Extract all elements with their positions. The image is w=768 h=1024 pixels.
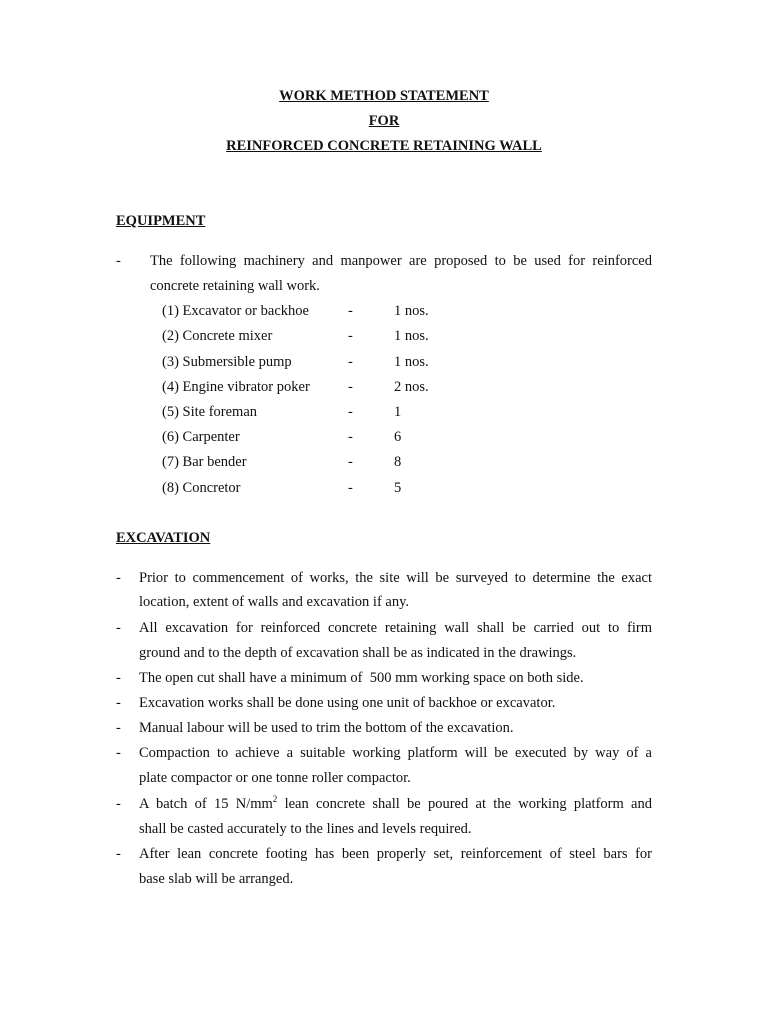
equipment-item-name: (3) Submersible pump	[162, 354, 292, 370]
equipment-item-name: (7) Bar bender	[162, 454, 247, 470]
equipment-item	[162, 328, 482, 348]
excavation-bullet-line: After lean concrete footing has been properly set, reinforcement of steel bars for	[139, 846, 652, 862]
equipment-heading: EQUIPMENT	[116, 213, 206, 229]
document-title-for: FOR	[368, 113, 400, 129]
excavation-bullet-line: Excavation works shall be done using one unit of backhoe or excavator.	[139, 695, 556, 711]
excavation-bullet-line: location, extent of walls and excavation if any.	[139, 594, 410, 610]
excavation-bullet-line: Prior to commencement of works, the site will be surveyed to determine the exact	[139, 570, 652, 586]
excavation-bullet-line: The open cut shall have a minimum of 500 mm working space on both side.	[139, 670, 584, 686]
equipment-item-quantity: 2 nos.	[394, 379, 429, 395]
equipment-item-separator: -	[348, 480, 353, 496]
equipment-item	[162, 480, 482, 500]
equipment-item-name: (2) Concrete mixer	[162, 328, 273, 344]
bullet-dash: -	[116, 620, 121, 636]
equipment-item	[162, 354, 482, 374]
excavation-bullet-line: ground and to the depth of excavation shall be as indicated in the drawings.	[139, 645, 577, 661]
excavation-bullet-line: base slab will be arranged.	[139, 871, 294, 887]
equipment-intro-line: concrete retaining wall work.	[150, 278, 320, 294]
superscript: 2	[272, 794, 278, 804]
equipment-item	[162, 379, 482, 399]
text-segment: A batch of 15 N/mm	[139, 796, 273, 812]
equipment-intro-line: The following machinery and manpower are proposed to be used for reinforced	[150, 253, 652, 269]
excavation-bullet-line: plate compactor or one tonne roller compactor.	[139, 770, 411, 786]
text-segment: lean concrete shall be poured at the working platform and	[277, 796, 652, 812]
excavation-bullet-line: shall be casted accurately to the lines and levels required.	[139, 821, 472, 837]
document-title: WORK METHOD STATEMENT	[279, 88, 489, 104]
bullet-dash: -	[116, 745, 121, 761]
equipment-item	[162, 429, 482, 449]
equipment-item	[162, 454, 482, 474]
excavation-bullet-line: Compaction to achieve a suitable working platform will be executed by way of a	[139, 745, 652, 761]
equipment-item-quantity: 8	[394, 454, 402, 470]
equipment-item-separator: -	[348, 303, 353, 319]
bullet-dash: -	[116, 796, 121, 812]
equipment-item-name: (5) Site foreman	[162, 404, 258, 420]
equipment-item-separator: -	[348, 354, 353, 370]
equipment-item-quantity: 1 nos.	[394, 354, 429, 370]
equipment-item-separator: -	[348, 404, 353, 420]
document-subtitle: REINFORCED CONCRETE RETAINING WALL	[226, 138, 542, 154]
bullet-dash: -	[116, 253, 121, 269]
excavation-heading: EXCAVATION	[116, 530, 211, 546]
equipment-item-separator: -	[348, 454, 353, 470]
bullet-dash: -	[116, 570, 121, 586]
equipment-item	[162, 404, 482, 424]
equipment-item-quantity: 1	[394, 404, 402, 420]
equipment-item-quantity: 1 nos.	[394, 328, 429, 344]
equipment-item-name: (8) Concretor	[162, 480, 241, 496]
equipment-item-quantity: 5	[394, 480, 402, 496]
bullet-dash: -	[116, 720, 121, 736]
equipment-item-separator: -	[348, 328, 353, 344]
bullet-dash: -	[116, 670, 121, 686]
excavation-bullet-line: All excavation for reinforced concrete retaining wall shall be carried out to firm	[139, 620, 652, 636]
equipment-item-quantity: 1 nos.	[394, 303, 429, 319]
equipment-item	[162, 303, 482, 323]
bullet-dash: -	[116, 695, 121, 711]
bullet-dash: -	[116, 846, 121, 862]
excavation-bullet-line: Manual labour will be used to trim the bottom of the excavation.	[139, 720, 514, 736]
equipment-item-separator: -	[348, 429, 353, 445]
equipment-item-name: (4) Engine vibrator poker	[162, 379, 310, 395]
equipment-item-name: (6) Carpenter	[162, 429, 240, 445]
excavation-bullet-line	[139, 796, 652, 813]
equipment-item-separator: -	[348, 379, 353, 395]
equipment-item-quantity: 6	[394, 429, 402, 445]
equipment-item-name: (1) Excavator or backhoe	[162, 303, 309, 319]
